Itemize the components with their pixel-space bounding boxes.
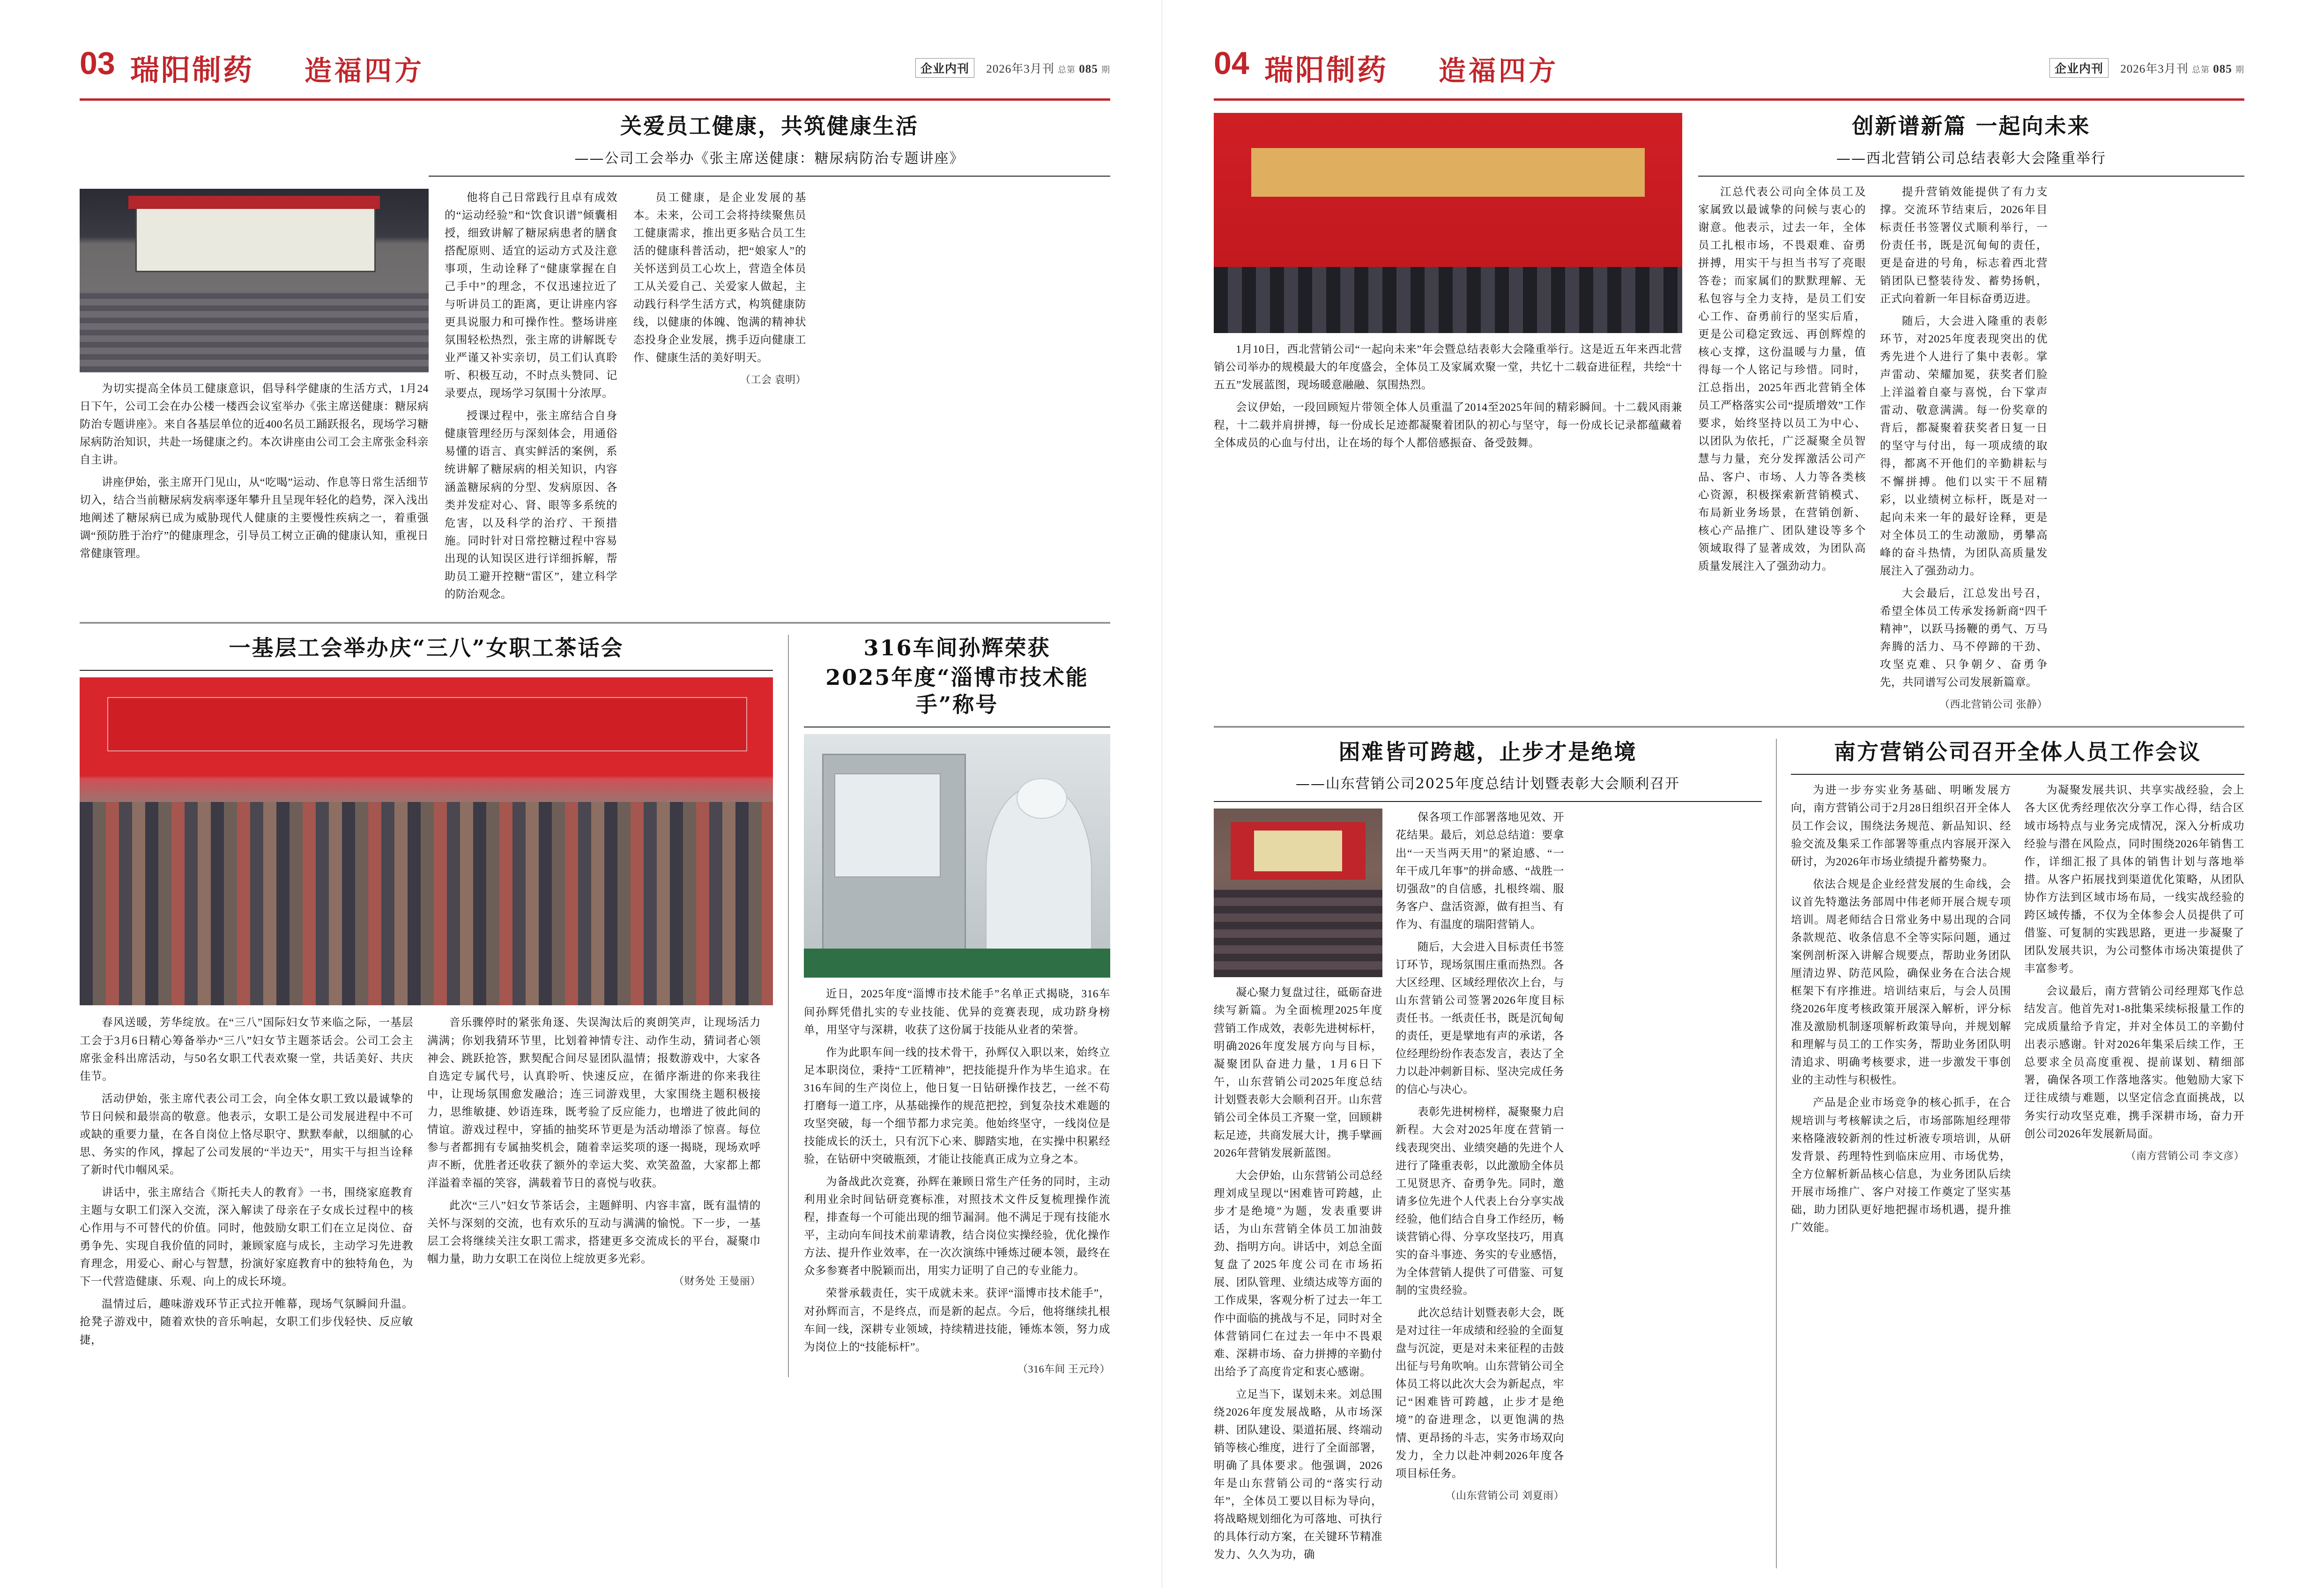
issue-date: 2026年3月刊 bbox=[2120, 63, 2189, 75]
technician-photo bbox=[804, 734, 1110, 978]
health-col1 bbox=[80, 380, 429, 563]
photo-machine-panel bbox=[834, 773, 940, 877]
page-number: 03 bbox=[80, 45, 115, 81]
article-health-right bbox=[445, 189, 1110, 608]
masthead-right bbox=[1214, 42, 2244, 101]
article-technician bbox=[804, 635, 1110, 1377]
paragraph: 活动伊始，张主席代表公司工会，向全体女职工致以最诚挚的节日问候和最崇高的敬意。他表示，女职工是公司发展进程中不可或缺的重要力量，在各自岗位上恪尽职守、默默奉献，以细腻的心思、务实的作风，撑起了公司发展的“半边天”，用实干与担当诠释了新时代巾帼风采。 bbox=[80, 1092, 413, 1176]
paragraph: 大会最后，江总发出号召，希望全体员工传承发扬新商“四千精神”，以跃马扬鞭的勇气、万马奔腾的活力、马不停蹄的干劲、攻坚克难、只争朝夕、奋勇争先，共同谱写公司发展新篇章。 bbox=[1880, 587, 2048, 689]
photo-audience bbox=[1214, 267, 1682, 333]
photo-screen bbox=[1254, 831, 1342, 871]
paragraph: 讲话中，张主席结合《斯托夫人的教育》一书，围绕家庭教育主题与女职工们深入交流，深入解读了母亲在子女成长过程中的核心作用与不可替代的价值。同时，他鼓励女职工们在立足岗位、奋勇争先、实现自我价值的同时，兼顾家庭与成长，主动学习先进教育理念，用爱心、耐心与智慧，扮演好家庭教育中的独特角色，为下一代营造健康、乐观、向上的成长环境。 bbox=[80, 1187, 413, 1288]
article-southern bbox=[1791, 739, 2244, 1569]
southern-title: 南方营销公司召开全体人员工作会议 bbox=[1834, 739, 2201, 764]
paragraph: 作为此职车间一线的技术骨干，孙辉仅入职以来，始终立足本职岗位，秉持“工匠精神”，把技能提升作为毕生追求。在316车间的生产岗位上，他日复一日钻研操作技艺，一丝不苟打磨每一道工序，从基础操作的规范把控，到复杂技术难题的攻坚突破，每一个细节都力求完美。他始终坚守，一线岗位是技能成长的沃土，只有沉下心来、脚踏实地，在实操中积累经验，在钻研中突破瓶颈，才能让技能真正成为立身之本。 bbox=[804, 1046, 1110, 1165]
issue-unit: 期 bbox=[2235, 65, 2244, 74]
shandong-photo bbox=[1214, 809, 1382, 977]
issue-label: 总第 bbox=[1058, 65, 1076, 74]
shandong-col2 bbox=[1396, 809, 1564, 1568]
divider bbox=[1698, 176, 2244, 177]
northwest-title: 创新谱新篇 一起向未来 bbox=[1852, 113, 2091, 139]
divider bbox=[80, 670, 773, 671]
page-04 bbox=[1162, 0, 2324, 1588]
article-health-title: 关爱员工健康，共筑健康生活 bbox=[620, 113, 919, 139]
article-shandong bbox=[1214, 739, 1777, 1569]
technician-title-1: 316车间孙辉荣获 bbox=[863, 635, 1051, 660]
article-health-header bbox=[80, 113, 1110, 183]
paragraph: 授课过程中，张主席结合自身健康管理经历与深刻体会，用通俗易懂的语言、真实鲜活的案例，系统讲解了糖尿病的相关知识，内容涵盖糖尿病的分型、发病原因、各类并发症对心、肾、眼等多系统的危害，以及科学的治疗、干预措施。同时针对日常控糖过程中容易出现的认知误区进行详细拆解，帮助员工避开控糖“雷区”，建立科学的防治观念。 bbox=[445, 410, 617, 601]
health-lecture-photo bbox=[80, 189, 429, 372]
women-day-title: 一基层工会举办庆“三八”女职工茶话会 bbox=[229, 635, 624, 660]
paragraph: 依法合规是企业经营发展的生命线，会议首先特邀法务部周中伟老师开展合规专项培训。周老师结合日常业务中易出现的合同条款规范、收条信息不全等实际问题，通过案例剖析深入讲解合规要点，帮助业务团队厘清边界、防范风险，确保业务在合法合规框架下有序推进。培训结束后，与会人员围绕2026年度考核政策开展深入解析，评分标准及激励机制逐项解析政策导向，并规划解和理解与员工的工作实务，帮助业务团队明清追求、明确考核要求，进一步激发干事创业的主动性与积极性。 bbox=[1791, 878, 2011, 1087]
paragraph: 随后，大会进入隆重的表彰环节，对2025年度表现突出的优秀先进个人进行了集中表彰。掌声雷动、荣耀加冕，获奖者们脸上洋溢着自豪与喜悦，台下掌声雷动、敬意满满。每一份奖章的背后，都凝聚着获奖者日复一日的坚守与付出，每一项成绩的取得，都离不开他们的辛勤耕耘与不懈拼搏。他们以实干不屈精彩，以业绩树立标杆，既是对一起向未来一年的最好诠释，更是对全体员工的生动激励，勇攀高峰的奋斗热情，为团队高质量发展注入了强劲动力。 bbox=[1880, 315, 2048, 577]
page3-lower bbox=[80, 622, 1110, 1377]
paragraph: 1月10日，西北营销公司“一起向未来”年会暨总结表彰大会隆重举行。这是近五年来西北营销公司举办的规模最大的年度盛会，全体员工及家属欢聚一堂，共忆十二载奋进征程，共绘“十五五”发展蓝图，现场暖意融融、氛围热烈。 bbox=[1214, 343, 1682, 392]
northwest-subtitle: ——西北营销公司总结表彰大会隆重举行 bbox=[1836, 150, 2106, 167]
masthead-meta bbox=[915, 58, 1110, 78]
southern-col1 bbox=[1791, 781, 2011, 1241]
divider bbox=[1791, 774, 2244, 775]
issue-number: 085 bbox=[1079, 63, 1098, 75]
kicker-label: 企业内刊 bbox=[2049, 58, 2109, 78]
paragraph: 春风送暖，芳华绽放。在“三八”国际妇女节来临之际，一基层工会于3月6日精心筹备举办“三八”妇女节主题茶话会。公司工会主席张金科出席活动，与50名女职工代表欢聚一堂，共话美好、共庆佳节。 bbox=[80, 1017, 413, 1083]
page-number: 04 bbox=[1214, 45, 1249, 81]
southern-col2 bbox=[2024, 781, 2244, 1241]
issue-number: 085 bbox=[2213, 63, 2232, 75]
health-col2 bbox=[445, 189, 617, 608]
northwest-right bbox=[1698, 113, 2244, 713]
paragraph: 讲座伊始，张主席开门见山，从“吃喝”运动、作息等日常生活细节切入，结合当前糖尿病发病率逐年攀升且呈现年轻化的趋势，深入浅出地阐述了糖尿病已成为威胁现代人健康的主要慢性疾病之一，着重强调“预防胜于治疗”的健康理念，引导员工树立正确的健康认知，重视日常健康管理。 bbox=[80, 476, 429, 560]
shandong-col1 bbox=[1214, 984, 1382, 1564]
paragraph: 大会伊始，山东营销公司总经理刘成呈现以“困难皆可跨越，止步才是绝境”为题，发表重要讲话，为山东营销全体员工加油鼓劲、指明方向。讲话中，刘总全面复盘了2025年度公司在市场拓展、团队管理、业绩达成等方面的工作成果，客观分析了过去一年工作中面临的挑战与不足，同时对全体营销同仁在过去一年中不畏艰难、深耕市场、奋力拼搏的辛勤付出给予了高度肯定和衷心感谢。 bbox=[1214, 1170, 1382, 1378]
women-day-col2 bbox=[427, 1014, 761, 1353]
paragraph: 凝心聚力复盘过往，砥砺奋进续写新篇。为全面梳理2025年度营销工作成效，表彰先进树标杆，明确2026年度发展方向与目标，凝聚团队奋进力量，1月6日下午，山东营销公司2025年度总结计划暨表彰大会顺利召开。山东营销公司全体员工齐聚一堂，回顾耕耘足迹，共商发展大计，携手擘画2026年营销发展新蓝图。 bbox=[1214, 987, 1382, 1159]
paragraph: 会议最后，南方营销公司经理郑飞作总结发言。他首先对1-8批集采续标报量工作的完成质量给予肯定，并对全体员工的辛勤付出表示感谢。针对2026年集采后续工作，王总要求全员高度重视、提前谋划、精细部署，确保各项工作落地落实。他勉励大家下迂往成绩与难题，以坚定信念直面挑战，以务实行动攻坚克难，携手深耕市场，奋力开创公司2026年发展新局面。 bbox=[2024, 985, 2244, 1140]
kicker-label: 企业内刊 bbox=[915, 58, 974, 78]
photo-stage-text bbox=[1251, 148, 1645, 196]
northwest-col2 bbox=[1698, 183, 1866, 713]
paragraph: 为凝聚发展共识、共享实战经验，会上各大区优秀经理依次分享工作心得，结合区域市场特点与业务完成情况，深入分析成功经验与潜在风险点，同时围绕2026年销售工作，详细汇报了具体的销售计划与落地举措。从客户拓展找到渠道优化策略，从团队协作方法到区域市场布局，一线实战经验的跨区域传播，不仅为全体参会人员提供了可借鉴、可复制的实践思路，更进一步凝聚了团队发展共识，为公司整体市场决策提供了丰富参考。 bbox=[2024, 784, 2244, 975]
paragraph: 音乐骤停时的紧张角逐、失误淘汰后的爽朗笑声，让现场活力满满；你划我猜环节里，比划着神情专注、动作生动，猜词者心领神会、跳跃抢答，默契配合间尽显团队温情；报数游戏中，大家各自选定专属代号，认真聆听、快速反应，在循序渐进的你来我往中，让现场氛围愈发融洽；连三词游戏里，大家围绕主题积极接力，思维敏捷、妙语连珠，既考验了反应能力，也增进了彼此间的情谊。游戏过程中，穿插的抽奖环节更是为活动增添了惊喜。每位参与者都拥有专属抽奖机会，随着幸运奖项的逐一揭晓，现场欢呼声不断，优胜者还收获了额外的幸运大奖、欢笑盈盈，大家都上都洋溢着幸福的笑容，满载着节日的喜悦与收获。 bbox=[427, 1017, 761, 1189]
paragraph: 荣誉承载责任，实干成就未来。获评“淄博市技术能手”，对孙辉而言，不是终点，而是新的起点。今后，他将继续扎根车间一线，深耕专业领域，持续精进技能，锤炼本领，努力成为岗位上的“技能标杆”。 bbox=[804, 1287, 1110, 1353]
photo-banner bbox=[107, 697, 747, 751]
women-day-photo bbox=[80, 677, 773, 1005]
masthead-meta bbox=[2049, 58, 2244, 78]
issue-unit: 期 bbox=[1101, 65, 1110, 74]
northwest-left bbox=[1214, 113, 1682, 713]
technician-title-2: 2025年度“淄博市技术能手”称号 bbox=[825, 665, 1089, 717]
photo-banner bbox=[128, 196, 379, 208]
paragraph: 温情过后，趣味游戏环节正式拉开帷幕，现场气氛瞬间升温。抢凳子游戏中，随着欢快的音乐响起，女职工们步伐轻快、反应敏捷， bbox=[80, 1298, 413, 1346]
brand-name: 瑞阳制药 bbox=[1264, 53, 1388, 87]
technician-signature: （316车间 王元玲） bbox=[1017, 1363, 1110, 1375]
women-day-col1 bbox=[80, 1014, 413, 1353]
paragraph: 他将自己日常践行且卓有成效的“运动经验”和“饮食识谱”倾囊相授，细致讲解了糖尿病患者的膳食搭配原则、适宜的运动方式及注意事项，生动诠释了“健康掌握在自己手中”的理念，不仅迅速拉近了与听讲员工的距离，更让讲座内容更具说服力和可操作性。整场讲座氛围轻松热烈，张主席的讲解既专业严谨又补实亲切，员工们认真聆听、积极互动，不时点头赞同、记录要点，现场学习氛围十分浓厚。 bbox=[445, 191, 617, 400]
paragraph: 江总代表公司向全体员工及家属致以最诚挚的问候与衷心的谢意。他表示，过去一年，全体员工扎根市场，不畏艰难、奋勇拼搏，用实干与担当书写了亮眼答卷；而家属们的默默理解、无私包容与全力支持，是员工们安心工作、奋勇前行的坚实后盾，更是公司稳定致远、再创辉煌的核心支撑，这份温暖与力量，值得每一个人铭记与珍惜。同时，江总指出，2025年西北营销全体员工严格落实公司“提质增效”工作要求，始终坚持以员工为中心、以团队为依托，广泛凝聚全员智慧与力量，充分发挥激活公司产品、客户、市场、人力等各类核心资源，积极探索新营销模式、布局新业务场景，在营销创新、核心产品推广、团队建设等多个领域取得了显著成效，为团队高质量发展注入了强劲动力。 bbox=[1698, 186, 1866, 572]
health-col3 bbox=[633, 189, 806, 608]
photo-floor bbox=[804, 949, 1110, 978]
brand-slogan: 造福四方 bbox=[304, 55, 425, 87]
article-health-left bbox=[80, 189, 429, 608]
paragraph: 为进一步夯实业务基础、明晰发展方向，南方营销公司于2月28日组织召开全体人员工作会议，围绕法务规范、新品知识、经验交流及集采工作部署等重点内容展开深入研讨，为2026年市场业绩提升蓄势聚力。 bbox=[1791, 784, 2011, 868]
paragraph: 表彰先进树榜样，凝聚聚力启新程。大会对2025年度在营销一线表现突出、业绩突趟的先进个人进行了隆重表彰，以此激励全体员工见贤思齐、奋勇争先。同时，邀请多位先进个人代表上台分享实战经验，他们结合自身工作经历，畅谈营销心得、分享攻坚技巧，用真实的奋斗事迹、务实的专业感悟，为全体营销人提供了可借鉴、可复制的宝贵经验。 bbox=[1396, 1106, 1564, 1297]
paragraph: 随后，大会进入目标责任书签订环节，现场氛围庄重而热烈。各大区经理、区域经理依次上台，与山东营销公司签署2026年度目标责任书。一纸责任书，既是沉甸甸的责任，更是擘地有声的承诺，各位经理纷纷作表态发言，表达了全力以赴冲刺新目标、坚决完成任务的信心与决心。 bbox=[1396, 941, 1564, 1096]
article-women-day bbox=[80, 635, 789, 1377]
shandong-col1-wrap bbox=[1214, 809, 1382, 1568]
northwest-col3 bbox=[1880, 183, 2048, 713]
paragraph: 近日，2025年度“淄博市技术能手”名单正式揭晓，316车间孙辉凭借扎实的专业技能、优异的竞赛表现，成功跻身榜单，用坚守与深耕，收获了这份属于技能从业者的荣誉。 bbox=[804, 988, 1110, 1036]
southern-signature: （南方营销公司 李文彦） bbox=[2125, 1150, 2244, 1162]
paragraph: 保各项工作部署落地见效、开花结果。最后，刘总总结道：要拿出“一天当两天用”的紧迫感、“一年干成几年事”的拼命感、“战胜一切强敌”的自信感，扎根终端、服务客户、盘活资源，做有担当、有作为、有温度的瑞阳营销人。 bbox=[1396, 811, 1564, 931]
shandong-signature: （山东营销公司 刘夏雨） bbox=[1445, 1489, 1564, 1501]
photo-people bbox=[80, 802, 773, 1005]
brand-slogan: 造福四方 bbox=[1439, 55, 1559, 87]
article-northwest bbox=[1214, 113, 2244, 713]
article-health-subtitle: ——公司工会举办《张主席送健康：糖尿病防治专题讲座》 bbox=[574, 150, 965, 167]
health-signature: （工会 袁明） bbox=[740, 374, 806, 386]
issue-date: 2026年3月刊 bbox=[986, 63, 1054, 75]
shandong-title: 困难皆可跨越，止步才是绝境 bbox=[1338, 739, 1637, 764]
shandong-subtitle: ——山东营销公司2025年度总结计划暨表彰大会顺利召开 bbox=[1295, 776, 1680, 793]
paragraph: 为切实提高全体员工健康意识，倡导科学健康的生活方式，1月24日下午，公司工会在办公楼一楼西会议室举办《张主席送健康：糖尿病防治专题讲座》。来自各基层单位的近400名员工踊跃报名，现场学习糖尿病防治知识，共赴一场健康之约。本次讲座由公司工会主席张金科亲自主讲。 bbox=[80, 382, 429, 466]
article-health-body bbox=[80, 189, 1110, 608]
brand-name: 瑞阳制药 bbox=[130, 53, 254, 87]
divider bbox=[1214, 801, 1762, 802]
paragraph: 立足当下，谋划未来。刘总围绕2026年度发展战略，从市场深耕、团队建设、渠道拓展、终端动销等核心维度，进行了全面部署，明确了具体要求。他强调，2026年是山东营销公司的“落实行动年”，全体员工要以目标为导向，将战略规划细化为可落地、可执行的具体行动方案，在关键环节精准发力、久久为功，确 bbox=[1214, 1388, 1382, 1561]
northwest-signature: （西北营销公司 张静） bbox=[1939, 698, 2048, 711]
northwest-photo bbox=[1214, 113, 1682, 333]
divider bbox=[429, 176, 1110, 177]
paragraph: 产品是企业市场竞争的核心抓手，在合规培训与考核解读之后，市场部陈旭经理带来格隆液较新剂的性过析液专项培训，从研发背景、药理特性到临床应用、市场优势，全方位解析新品核心信息，为业务团队后续开展市场推广、客户对接工作奠定了坚实基础，助力团队更好地把握市场机遇，提升推广效能。 bbox=[1791, 1097, 2011, 1234]
paragraph: 此次“三八”妇女节茶话会，主题鲜明、内容丰富，既有温情的关怀与深刻的交流，也有欢乐的互动与满满的愉悦。下一步，一基层工会将继续关注女职工需求，搭建更多交流成长的平台，凝聚巾帼力量，助力女职工在岗位上绽放更多光彩。 bbox=[427, 1200, 761, 1266]
paragraph: 此次总结计划暨表彰大会，既是对过往一年成绩和经验的全面复盘与沉淀，更是对未来征程的击鼓出征与号角吹响。山东营销公司全体员工将以此次大会为新起点，牢记“困难皆可跨越，止步才是绝境”的奋进理念，以更饱满的热情、更昂扬的斗志，实务市场双向发力，全力以赴冲刺2026年度各项目标任务。 bbox=[1396, 1307, 1564, 1480]
masthead-left bbox=[80, 42, 1110, 101]
paragraph: 为备战此次竞赛，孙辉在兼顾日常生产任务的同时，主动利用业余时间钻研竞赛标准，对照技术文件反复梳理操作流程，排查每一个可能出现的细节漏洞。他不满足于现有技能水平，主动向车间技术前辈请教，结合岗位实操经验，优化操作方法、提升作业效率，在一次次演练中锤炼过硬本领，最终在众多参赛者中脱颖而出，用实力证明了自己的专业能力。 bbox=[804, 1176, 1110, 1277]
women-day-signature: （财务处 王曼丽） bbox=[673, 1275, 761, 1287]
northwest-col1 bbox=[1214, 341, 1682, 452]
issue-label: 总第 bbox=[2192, 65, 2210, 74]
paragraph: 提升营销效能提供了有力支撑。交流环节结束后，2026年目标责任书签署仪式顺利举行，一份责任书，既是沉甸甸的责任，更是奋进的号角，标志着西北营销团队已整装待发、蓄势扬帆，正式向着新一年目标奋勇迈进。 bbox=[1880, 186, 2048, 305]
photo-seats bbox=[1214, 890, 1382, 977]
photo-worker-head bbox=[1017, 778, 1068, 819]
paragraph: 员工健康，是企业发展的基本。未来，公司工会将持续聚焦员工健康需求，推出更多贴合员工生活的健康科普活动，把“娘家人”的关怀送到员工心坎上，营造全体员工从关爱自己、关爱家人做起，主动践行科学生活方式，构筑健康防线，以健康的体魄、饱满的精神状态投身企业发展，携手迈向健康工作、健康生活的美好明天。 bbox=[633, 191, 806, 364]
technician-col bbox=[804, 985, 1110, 1377]
paragraph: 会议伊始，一段回顾短片带领全体人员重温了2014至2025年间的精彩瞬间。十二载风雨兼程，十二载并肩拼搏，每一份成长足迹都凝聚着团队的初心与坚守，每一份成长记录都蕴藏着全体成员的心血与付出，让在场的每个人都倍感振奋、备受鼓舞。 bbox=[1214, 401, 1682, 450]
page4-lower bbox=[1214, 726, 2244, 1569]
